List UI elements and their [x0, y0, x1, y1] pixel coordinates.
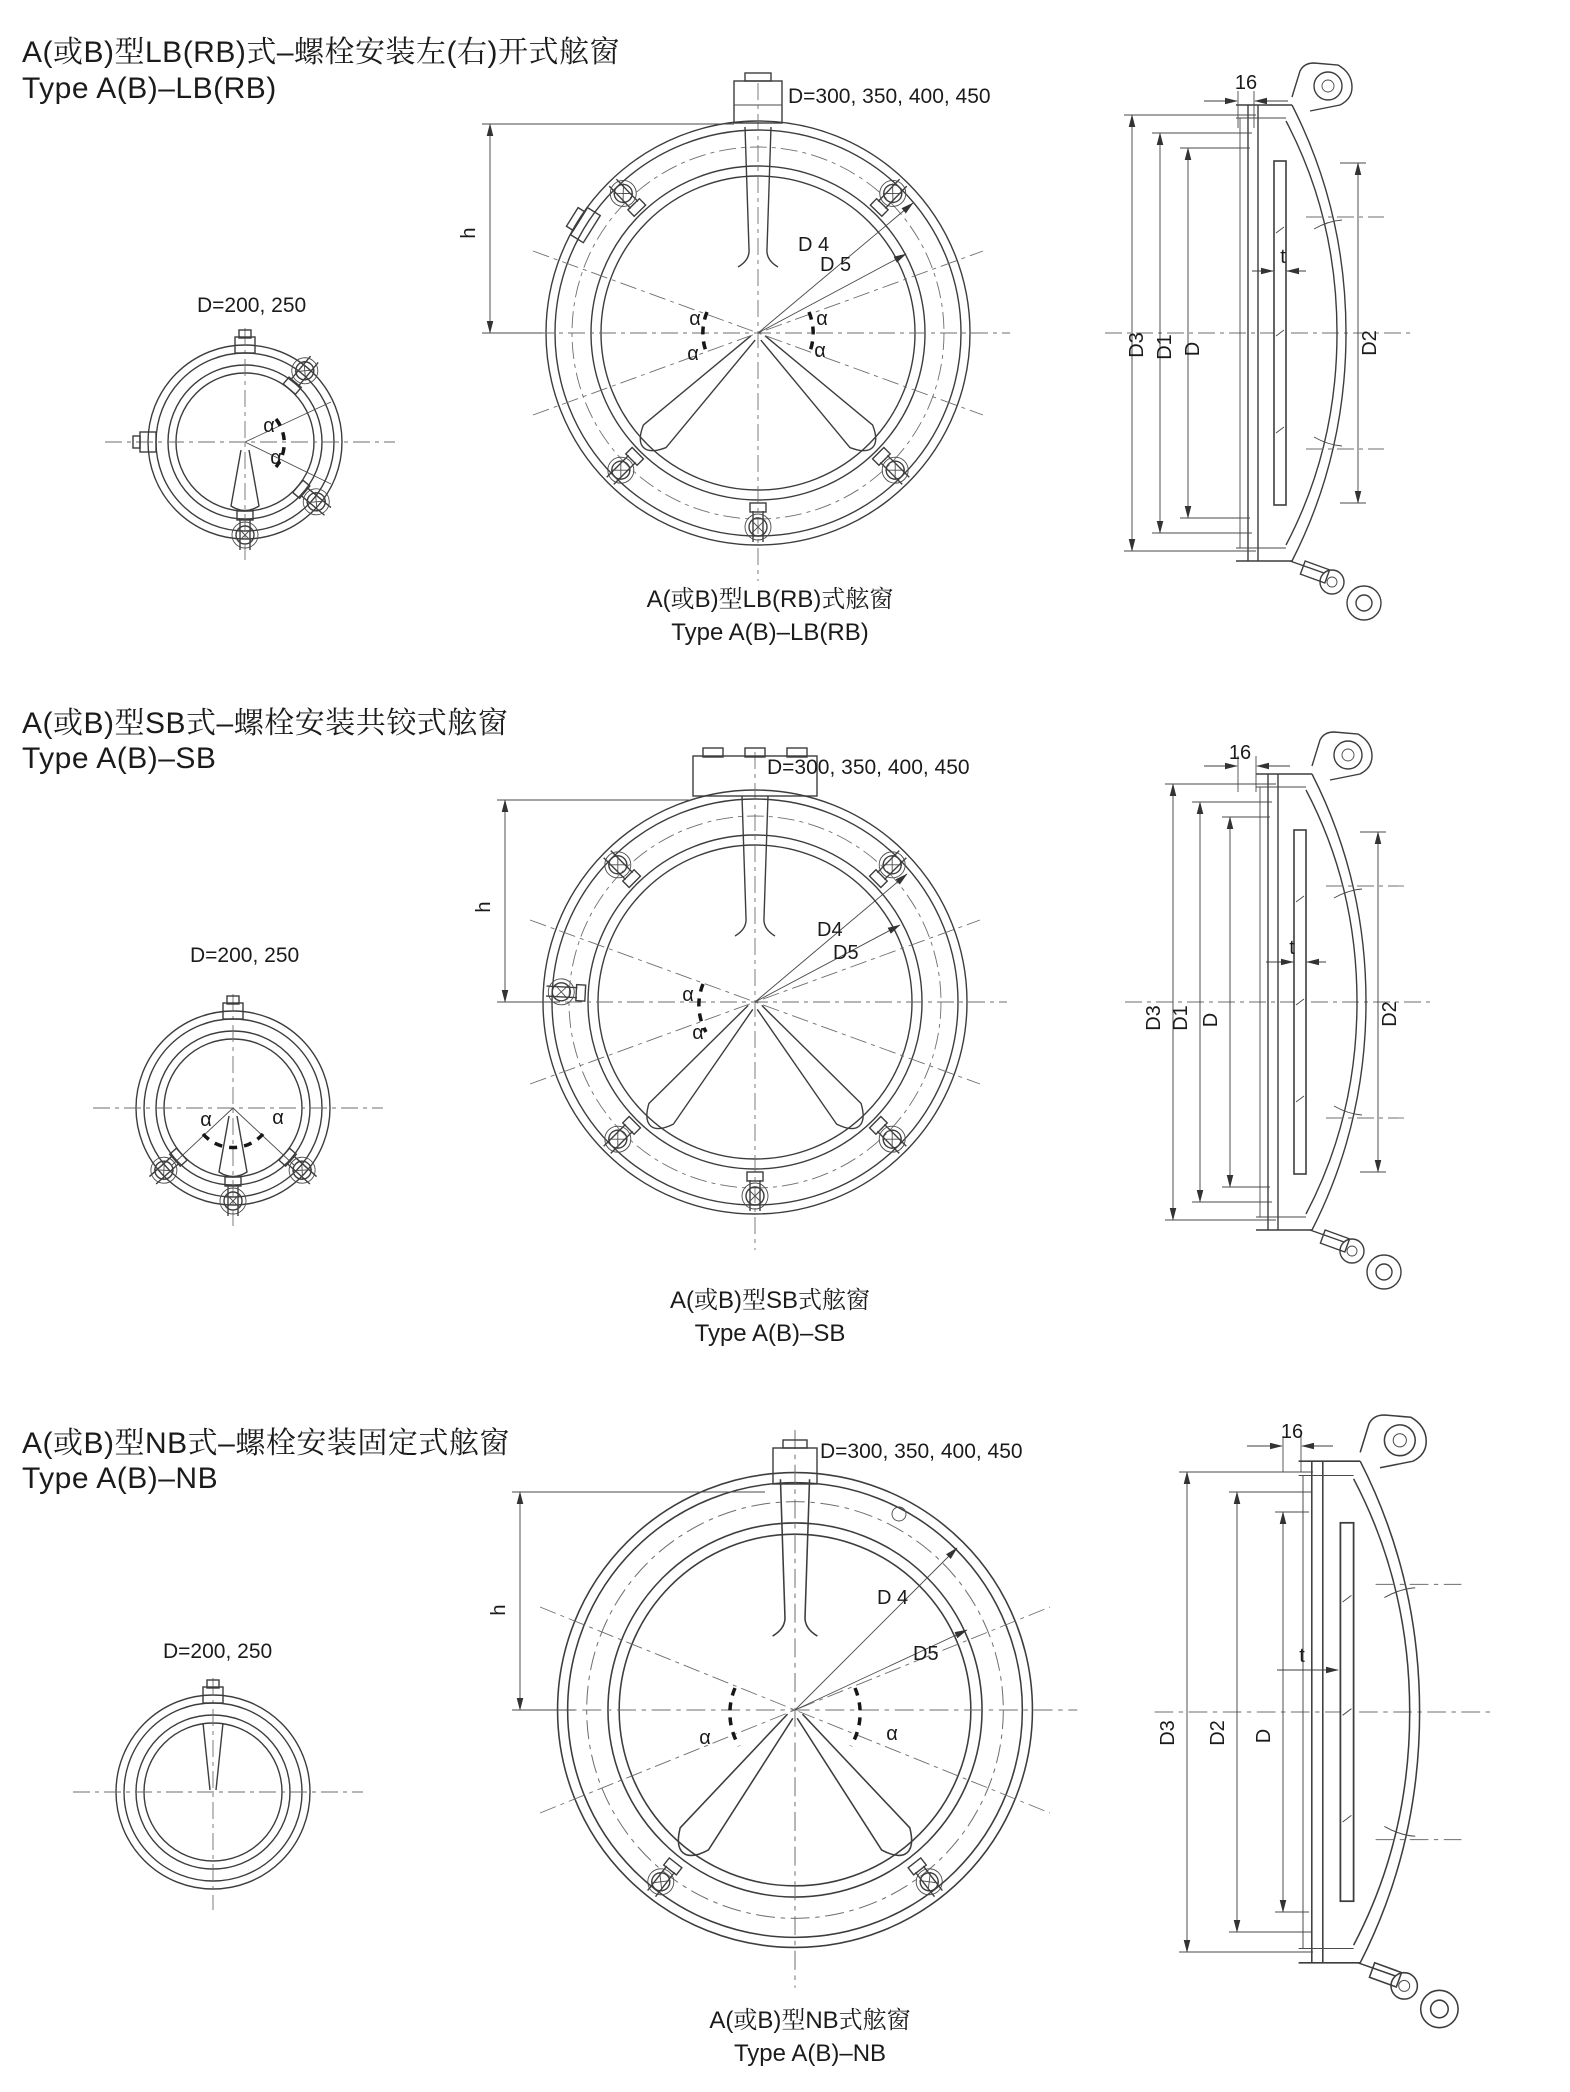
dim-label-t: t: [1289, 937, 1295, 959]
porthole-section-view: [1105, 63, 1410, 620]
dim-label-d: D: [1253, 1728, 1275, 1744]
caption-zh: A(或B)型LB(RB)式舷窗: [646, 586, 894, 613]
angle-label-alpha: α: [682, 984, 694, 1006]
dim-label-d: D: [1182, 341, 1204, 357]
small-porthole-front-view: [93, 944, 383, 1226]
porthole-section-view: [1125, 732, 1430, 1289]
dim-label-d2: D2: [1359, 330, 1381, 356]
dim-label-d1: D1: [1170, 1005, 1192, 1031]
dim-label-h: h: [458, 227, 480, 239]
caption-en: Type A(B)–SB: [694, 1320, 846, 1347]
section3-title-zh: A(或B)型NB式–螺栓安装固定式舷窗: [22, 1427, 510, 1460]
caption-zh: A(或B)型NB式舷窗: [709, 2007, 911, 2034]
label-large-diameters: D=300, 350, 400, 450: [820, 1440, 1023, 1463]
dim-label-d1: D1: [1154, 334, 1176, 360]
small-porthole-front-view: [105, 294, 395, 560]
angle-label-alpha: α: [687, 343, 699, 365]
dim-label-d5: D5: [913, 1643, 939, 1665]
angle-label-alpha: α: [272, 1107, 284, 1129]
angle-label-alpha: α: [699, 1727, 711, 1749]
dim-label-d3: D3: [1143, 1005, 1165, 1031]
angle-label-alpha: α: [270, 447, 282, 469]
angle-label-alpha: α: [263, 415, 275, 437]
dim-label-d4: D4: [817, 919, 843, 941]
angle-label-alpha: α: [886, 1723, 898, 1745]
dim-label-h: h: [488, 1604, 510, 1616]
section1-title-zh: A(或B)型LB(RB)式–螺栓安装左(右)开式舷窗: [22, 36, 621, 69]
large-porthole-front-view: [473, 748, 1007, 1250]
dim-label-16: 16: [1280, 1421, 1304, 1443]
dim-label-d4: D 4: [798, 234, 830, 256]
dim-label-d3: D3: [1157, 1720, 1179, 1746]
label-small-diameters: D=200, 250: [163, 1640, 273, 1663]
section3-title-en: Type A(B)–NB: [22, 1462, 219, 1495]
dim-label-16: 16: [1234, 72, 1258, 94]
dim-label-d2: D2: [1207, 1720, 1229, 1746]
section1-title-en: Type A(B)–LB(RB): [22, 72, 277, 105]
section1-drawings: [0, 0, 1570, 660]
dim-label-16: 16: [1228, 742, 1252, 764]
dim-label-t: t: [1280, 246, 1286, 268]
small-porthole-front-view: [73, 1640, 363, 1910]
angle-label-alpha: α: [689, 308, 701, 330]
angle-label-alpha: α: [692, 1022, 704, 1044]
large-porthole-front-view: [458, 73, 1010, 581]
section2-caption: [520, 1284, 1020, 1350]
angle-label-alpha: α: [816, 308, 828, 330]
section3-drawings: [0, 1400, 1570, 2092]
label-small-diameters: D=200, 250: [190, 944, 300, 967]
section3-caption: [560, 2004, 1060, 2070]
dim-label-h: h: [473, 901, 495, 913]
dim-label-d3: D3: [1126, 332, 1148, 358]
caption-zh: A(或B)型SB式舷窗: [669, 1287, 870, 1314]
dim-label-d2: D2: [1379, 1001, 1401, 1027]
dim-label-d4: D 4: [877, 1587, 909, 1609]
section2-title-en: Type A(B)–SB: [22, 742, 217, 775]
label-large-diameters: D=300, 350, 400, 450: [767, 756, 970, 779]
label-small-diameters: D=200, 250: [197, 294, 307, 317]
label-large-diameters: D=300, 350, 400, 450: [788, 85, 991, 108]
porthole-section-view: [1155, 1415, 1491, 2028]
dim-label-d5: D 5: [820, 254, 852, 276]
section1-caption: [520, 583, 1020, 649]
angle-label-alpha: α: [814, 340, 826, 362]
large-porthole-front-view: [488, 1430, 1077, 1988]
dim-label-d: D: [1200, 1012, 1222, 1028]
section2-title-zh: A(或B)型SB式–螺栓安装共铰式舷窗: [22, 707, 509, 740]
caption-en: Type A(B)–LB(RB): [671, 619, 869, 646]
angle-label-alpha: α: [200, 1109, 212, 1131]
caption-en: Type A(B)–NB: [733, 2040, 887, 2067]
dim-label-d5: D5: [833, 942, 859, 964]
dim-label-t: t: [1299, 1645, 1305, 1667]
